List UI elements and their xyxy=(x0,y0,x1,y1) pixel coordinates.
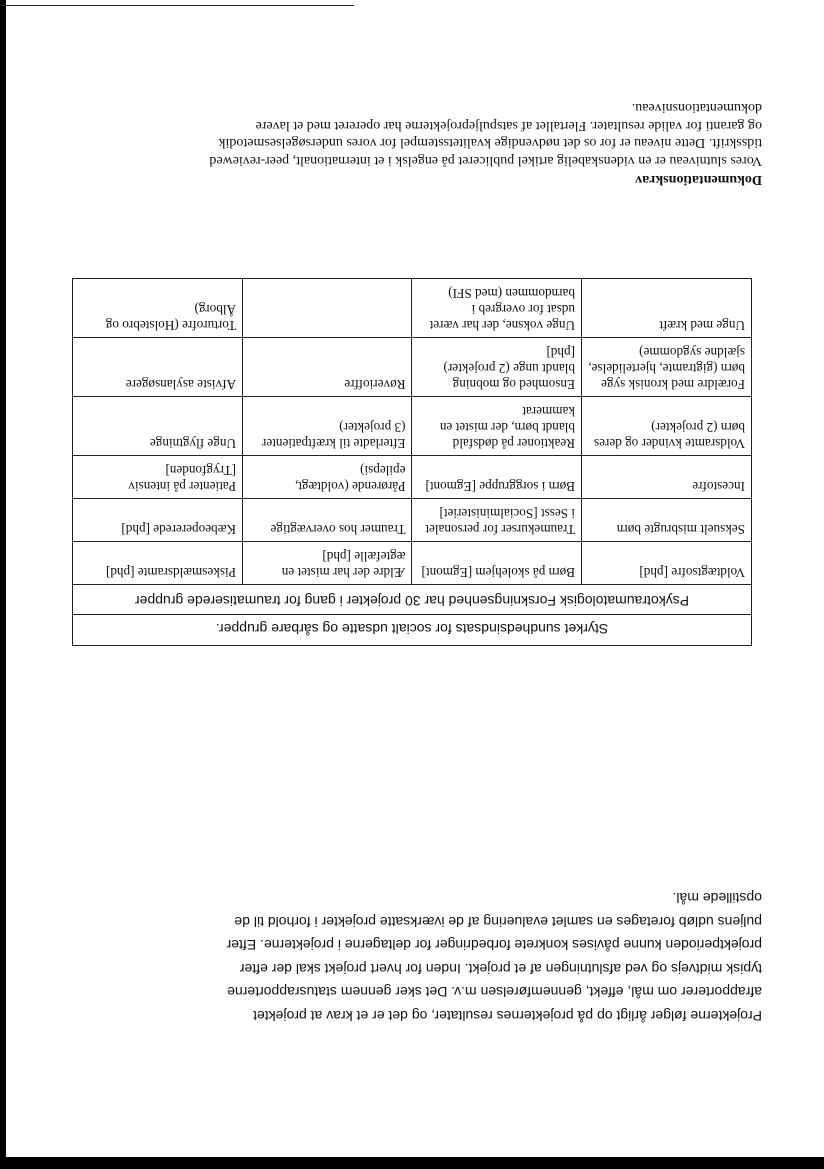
program-subtitle: Psykotraumatologisk Forskningsenhed har 30 projekter i gang for traumatiserede grupper xyxy=(73,585,751,615)
table-cell: Torturofre (Holstebro og Ålborg) xyxy=(73,279,243,338)
documentation-line: Vores slutniveau er en videnskabelig artikel publiceret på engelsk i et internationalt, peer-reviewed xyxy=(209,153,762,168)
table-row xyxy=(73,542,751,585)
table-row xyxy=(73,397,751,456)
table-cell xyxy=(243,279,413,338)
intro-line: Projekterne følger årligt op på projekternes resultater, og det er et krav at projektet xyxy=(253,1008,762,1024)
documentation-line: tidsskrift. Dette niveau er for os det nødvendige kvalitetsstempel for vores undersøgelsesmetodik xyxy=(218,135,762,151)
table-cell: Patienter på intensiv [Trygfonden] xyxy=(73,456,243,499)
documentation-heading: Dokumentationskrav xyxy=(635,172,762,187)
table-cell: Afviste asylansøgere xyxy=(73,338,243,397)
table-cell: Unge voksne, der har været udsat for overgreb i barndommen (med SFI) xyxy=(412,279,582,338)
table-cell: Incestofre xyxy=(582,456,752,499)
intro-line: puljens udløb foretages en samlet evaluering af de iværksatte projekter i forhold til de xyxy=(234,914,762,930)
scan-edge-top xyxy=(0,1157,824,1169)
documentation-line: og garanti for valide resultater. Flertallet af satspuljeprojekterne har opereret med et lavere xyxy=(255,118,762,133)
table-cell: Traumer hos overvægtige xyxy=(243,499,413,542)
intro-line: afrapporterer om mål, effekt, gennemførelsen m.v. Det sker gennem statusrapporterne xyxy=(227,984,762,1001)
table-cell: Voldtægtsofre [phd] xyxy=(582,542,752,585)
intro-paragraph xyxy=(72,886,762,1027)
table-cell: Ældre der har mistet en ægtefælle [phd] xyxy=(243,542,413,585)
documentation-paragraph xyxy=(72,99,762,169)
table-cell: Børn i sorggruppe [Egmont] xyxy=(412,456,582,499)
table-cell: Reaktioner på dødsfald blandt børn, der mistet en kammerat xyxy=(412,397,582,456)
intro-line: typisk midtvejs og ved afslutningen af et projekt. Inden for hvert projekt skal der efter xyxy=(239,961,762,977)
table-cell: Seksuelt misbrugte børn xyxy=(582,499,752,542)
intro-line: opstillede mål. xyxy=(672,890,762,907)
scan-edge-right xyxy=(0,0,6,1169)
project-program-box xyxy=(72,278,752,646)
table-cell: Unge med kræft xyxy=(582,279,752,338)
table-cell: Røverioffre xyxy=(243,338,413,397)
project-table xyxy=(73,278,751,585)
table-cell: Unge flygtninge xyxy=(73,397,243,456)
program-title: Styrket sundhedsindsats for socialt udsatte og sårbare grupper. xyxy=(215,621,609,637)
table-cell: Forældre med kronisk syge børn (gigtramte, hjertelidelse, sjældne sygdomme) xyxy=(582,338,752,397)
table-cell: Kæbeopererede [phd] xyxy=(73,499,243,542)
table-cell: Pårørende (voldtægt, epilepsi) xyxy=(243,456,413,499)
table-cell: Voldsramte kvinder og deres børn (2 projekter) xyxy=(582,397,752,456)
table-row xyxy=(73,456,751,499)
intro-line: projektperioden kunne påvises konkrete forbedringer for deltagerne i projekterne. Efter xyxy=(226,937,762,954)
table-row xyxy=(73,499,751,542)
table-cell: Børn på skolehjem [Egmont] xyxy=(412,542,582,585)
table-row xyxy=(73,338,751,397)
table-cell: Traumekurser for personalet i Sesst [Socialministeriet] xyxy=(412,499,582,542)
table-cell: Piskesmældsramte [phd] xyxy=(73,542,243,585)
table-cell: Ensomhed og mobning blandt unge (2 projekter) [phd] xyxy=(412,338,582,397)
table-row xyxy=(73,279,751,338)
documentation-line: dokumentationsniveau. xyxy=(631,100,762,116)
table-cell: Efterladte til kræftpatienter (3 projekter) xyxy=(243,397,413,456)
scan-edge-line xyxy=(0,5,354,6)
